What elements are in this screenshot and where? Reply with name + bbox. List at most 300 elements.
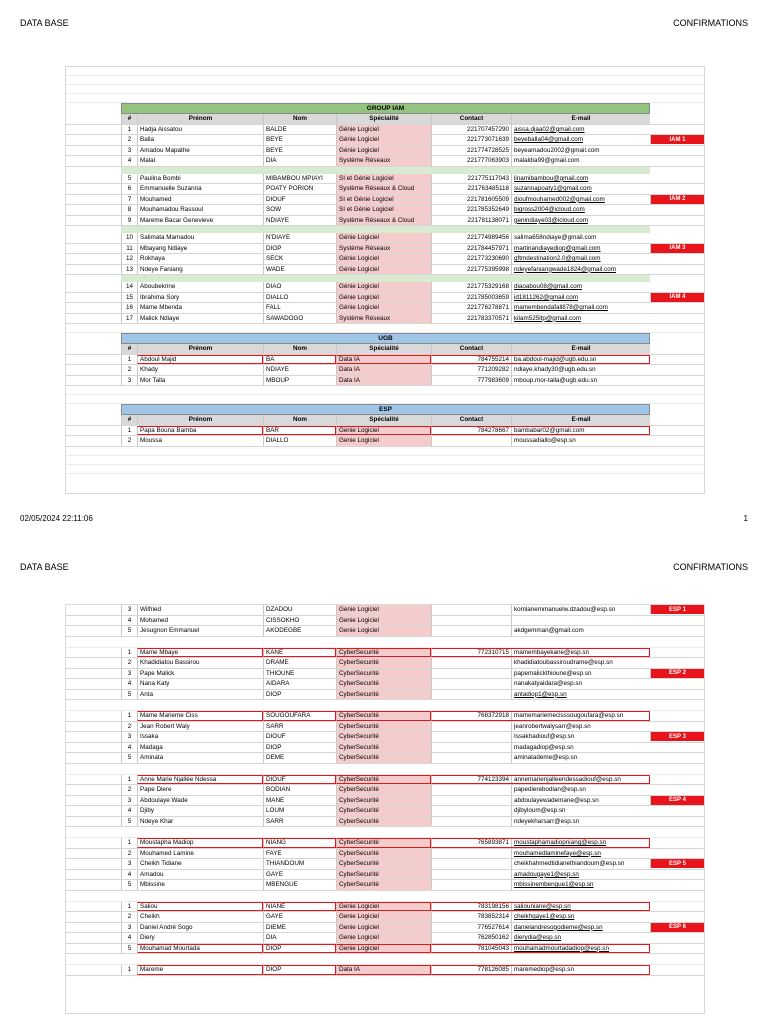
table-row [66, 806, 704, 817]
cell-nom: DIA [263, 933, 336, 943]
cell-email[interactable]: ndeyefaniangwade1824@gmail.com [511, 265, 650, 275]
col-header-nom: Nom [263, 415, 336, 425]
cell-contact [431, 753, 511, 763]
cell-email[interactable]: linamibambou@gmail.com [511, 174, 650, 184]
cell-contact: 783852314 [431, 912, 511, 922]
cell-prenom: Jean Robert Waly [137, 722, 263, 732]
cell-nom: SAWADOGO [263, 314, 336, 324]
cell-nom: DIALLO [263, 436, 336, 446]
cell-contact [431, 658, 511, 668]
cell-num: 2 [121, 436, 137, 446]
table-row [66, 184, 704, 195]
cell-nom: DIOUF [263, 195, 336, 205]
cell-nom: DIA [263, 156, 336, 166]
cell-nom: SECK [263, 254, 336, 264]
col-header-num: # [121, 344, 137, 354]
cell-contact: 221773071639 [431, 135, 511, 145]
table-row [66, 711, 704, 722]
col-header-email: E-mail [511, 415, 650, 425]
cell-contact: 762850162 [431, 933, 511, 943]
cell-email[interactable]: malaldia99@gmail.com [511, 156, 650, 166]
group-tag-badge: IAM 3 [650, 244, 704, 253]
cell-prenom: Mareme [137, 965, 263, 975]
table-row [66, 293, 704, 304]
cell-nom: DIOP [263, 965, 336, 975]
cell-nom: GAYE [263, 912, 336, 922]
table-row [66, 195, 704, 206]
cell-num: 1 [121, 355, 137, 365]
cell-num: 13 [121, 265, 137, 275]
cell-specialite: Data IA [336, 365, 431, 375]
cell-num: 1 [121, 902, 137, 912]
cell-nom: NIANE [263, 902, 336, 912]
cell-specialite: CyberSecurité [336, 817, 431, 827]
cell-specialite: SI et Génie Logiciel [336, 174, 431, 184]
table-row [66, 838, 704, 849]
page1-header-left: DATA BASE [20, 18, 69, 28]
cell-nom: KANE [263, 648, 336, 658]
cell-nom: NDIAYE [263, 365, 336, 375]
cell-email[interactable]: papemalickthioune@esp.sn [511, 669, 650, 679]
col-header-prenom: Prénom [137, 344, 263, 354]
cell-prenom: Ndeye Khar [137, 817, 263, 827]
cell-specialite: Genie Logiciel [336, 944, 431, 954]
cell-nom: DIOP [263, 690, 336, 700]
cell-num: 1 [121, 711, 137, 721]
cell-prenom: Mouhamed [137, 195, 263, 205]
cell-specialite: CyberSecurité [336, 711, 431, 721]
cell-num: 7 [121, 195, 137, 205]
page1-footer-timestamp: 02/05/2024 22:11:06 [20, 514, 93, 523]
cell-num: 3 [121, 859, 137, 869]
cell-specialite: CyberSecurité [336, 743, 431, 753]
cell-nom: THIOUNE [263, 669, 336, 679]
cell-email[interactable]: nanakatyaidara@esp.sn [511, 679, 650, 689]
cell-prenom: Nana Katy [137, 679, 263, 689]
cell-num: 5 [121, 626, 137, 636]
block-separator [66, 637, 704, 648]
cell-prenom: Aboubekrine [137, 282, 263, 292]
cell-specialite: Génie Logiciel [336, 146, 431, 156]
cell-specialite: CyberSecurité [336, 690, 431, 700]
cell-prenom: Mareme Bacar Genevieve [137, 216, 263, 226]
cell-email[interactable]: suzannapoaty1@gmail.com [511, 184, 650, 194]
group-tag-badge: ESP 5 [650, 859, 704, 868]
cell-prenom: Abdoul Majid [137, 355, 263, 365]
cell-contact: 221777063903 [431, 156, 511, 166]
cell-num: 5 [121, 690, 137, 700]
cell-nom: THIANDOUM [263, 859, 336, 869]
cell-email[interactable] [511, 616, 650, 626]
cell-num: 9 [121, 216, 137, 226]
cell-num: 3 [121, 376, 137, 386]
sheet-page-2 [65, 604, 705, 1014]
cell-email[interactable]: mouhamedlaminefaye@esp.sn [511, 849, 650, 859]
group-tag-badge: IAM 4 [650, 293, 704, 302]
cell-contact: 221773230690 [431, 254, 511, 264]
cell-email[interactable]: papedierebodian@esp.sn [511, 785, 650, 795]
col-header-email: E-mail [511, 344, 650, 354]
table-row [66, 965, 704, 976]
cell-contact: 221775329168 [431, 282, 511, 292]
cell-num: 5 [121, 753, 137, 763]
cell-email[interactable]: cheikhahmedtidianethiandoum@esp.sn [511, 859, 650, 869]
cell-specialite: Génie Logiciel [336, 303, 431, 313]
cell-email[interactable]: moustaphamadiopniang@esp.sn [511, 838, 650, 848]
table-row [66, 817, 704, 828]
block-separator [66, 827, 704, 838]
col-header-specialite: Spécialité [336, 344, 431, 354]
cell-specialite: CyberSecurité [336, 669, 431, 679]
cell-prenom: Jesugnon Emmanuel [137, 626, 263, 636]
cell-nom: DZADOU [263, 605, 336, 615]
cell-specialite: CyberSecurité [336, 648, 431, 658]
cell-prenom: Hadja Aissatou [137, 125, 263, 135]
cell-num: 4 [121, 870, 137, 880]
table-row [66, 146, 704, 157]
cell-prenom: Madaga [137, 743, 263, 753]
cell-contact: 765893871 [431, 838, 511, 848]
cell-specialite: CyberSecurité [336, 796, 431, 806]
cell-prenom: Pape Diere [137, 785, 263, 795]
cell-prenom: Anta [137, 690, 263, 700]
cell-num: 2 [121, 849, 137, 859]
ugb-title: UGB [121, 333, 650, 344]
cell-email[interactable]: akdgemman@gmail.com [511, 626, 650, 636]
cell-num: 2 [121, 912, 137, 922]
cell-email[interactable]: mamemariemecisssougoufara@esp.sn [511, 711, 650, 721]
cell-email[interactable]: ba.abdoul-majid@ugb.edu.sn [511, 355, 650, 365]
table-row [66, 244, 704, 255]
cell-nom: DIAO [263, 282, 336, 292]
sheet-content-2 [66, 605, 704, 976]
cell-contact: 221784457971 [431, 244, 511, 254]
group-tag-badge: IAM 2 [650, 195, 704, 204]
cell-email[interactable]: mouhamadmourtadadiop@esp.sn [511, 944, 650, 954]
cell-email[interactable]: gftmdestination2.0@gmail.com [511, 254, 650, 264]
cell-prenom: Anne Marie Njallée Ndessa [137, 775, 263, 785]
table-row [66, 775, 704, 786]
cell-contact: 776527614 [431, 923, 511, 933]
table-row [66, 923, 704, 934]
cell-email[interactable]: beyeamadou2002@gmail.com [511, 146, 650, 156]
cell-nom: WADE [263, 265, 336, 275]
cell-prenom: Mame Mbaye [137, 648, 263, 658]
col-header-num: # [121, 114, 137, 124]
col-header-specialite: Spécialité [336, 114, 431, 124]
table-row [66, 626, 704, 637]
table-row [66, 616, 704, 627]
table-row [66, 753, 704, 764]
cell-contact: 783198156 [431, 902, 511, 912]
cell-email[interactable]: ndeyekharsarr@esp.sn [511, 817, 650, 827]
cell-email[interactable]: jeanrobertwalysarr@esp.sn [511, 722, 650, 732]
cell-specialite: Génie Logiciel [336, 265, 431, 275]
cell-nom: SOW [263, 205, 336, 215]
cell-prenom: Cheikh [137, 912, 263, 922]
cell-email[interactable]: khadidiatoubassiroudrame@esp.sn [511, 658, 650, 668]
cell-specialite: CyberSecurité [336, 806, 431, 816]
cell-email[interactable]: mboup.mor-talla@ugb.edu.sn [511, 376, 650, 386]
cell-email[interactable]: antadiop1@esp.sn [511, 690, 650, 700]
cell-contact [431, 669, 511, 679]
table-row [66, 648, 704, 659]
cell-num: 5 [121, 817, 137, 827]
cell-email[interactable]: ndiaye.khady30@ugb.edu.sn [511, 365, 650, 375]
column-header-row [66, 344, 704, 355]
cell-email[interactable]: beyeballa04@gmail.com [511, 135, 650, 145]
cell-specialite: CyberSecurité [336, 732, 431, 742]
cell-email[interactable]: cheikhgaye1@esp.sn [511, 912, 650, 922]
col-header-prenom: Prénom [137, 415, 263, 425]
cell-nom: POATY PORION [263, 184, 336, 194]
col-header-contact: Contact [431, 344, 511, 354]
cell-num: 17 [121, 314, 137, 324]
cell-contact: 221781138071 [431, 216, 511, 226]
column-header-row [66, 114, 704, 125]
cell-num: 2 [121, 135, 137, 145]
cell-num: 1 [121, 965, 137, 975]
cell-num: 12 [121, 254, 137, 264]
cell-specialite: Genie Logiciel [336, 605, 431, 615]
table-row [66, 944, 704, 955]
cell-num: 3 [121, 923, 137, 933]
table-row [66, 376, 704, 387]
cell-contact [431, 436, 511, 446]
cell-email[interactable]: moussadiallo@esp.sn [511, 436, 650, 446]
table-row [66, 355, 704, 366]
cell-email[interactable]: dierydia@esp.sn [511, 933, 650, 943]
cell-email[interactable]: bigross2004@icloud.com [511, 205, 650, 215]
cell-contact [431, 626, 511, 636]
cell-specialite: Data IA [336, 376, 431, 386]
cell-num: 2 [121, 658, 137, 668]
cell-email[interactable]: aissa.djaa02@gmail.com [511, 125, 650, 135]
cell-contact [431, 743, 511, 753]
cell-specialite: Genie Logiciel [336, 902, 431, 912]
cell-email[interactable]: djibyloum@esp.sn [511, 806, 650, 816]
cell-contact [431, 849, 511, 859]
cell-nom: BEYE [263, 146, 336, 156]
cell-num: 6 [121, 184, 137, 194]
cell-nom: DRAME [263, 658, 336, 668]
cell-specialite: Génie Logiciel [336, 254, 431, 264]
table-row [66, 174, 704, 185]
sheet-content-1 [66, 67, 704, 474]
cell-email[interactable]: id1811262@gmail.com [511, 293, 650, 303]
cell-specialite: Genie Logiciel [336, 923, 431, 933]
cell-nom: LOUM [263, 806, 336, 816]
cell-email[interactable]: salima658ndiaye@gmail.com [511, 233, 650, 243]
cell-nom: SARR [263, 722, 336, 732]
group-tag-badge: ESP 2 [650, 669, 704, 678]
cell-specialite: Système Réseaux [336, 156, 431, 166]
cell-nom: AIDARA [263, 679, 336, 689]
table-row [66, 365, 704, 376]
cell-num: 11 [121, 244, 137, 254]
cell-nom: NDIAYE [263, 216, 336, 226]
cell-email[interactable]: aminatademe@esp.sn [511, 753, 650, 763]
cell-nom: BALDE [263, 125, 336, 135]
cell-contact: 221785352649 [431, 205, 511, 215]
cell-contact [431, 796, 511, 806]
cell-nom: BA [263, 355, 336, 365]
cell-contact [431, 806, 511, 816]
table-row [66, 880, 704, 891]
cell-num: 1 [121, 426, 137, 436]
cell-num: 2 [121, 722, 137, 732]
cell-nom: BODIAN [263, 785, 336, 795]
cell-email[interactable]: madagadiop@esp.sn [511, 743, 650, 753]
cell-specialite: Data IA [336, 355, 431, 365]
block-separator [66, 226, 704, 233]
cell-contact: 221783370571 [431, 314, 511, 324]
cell-num: 14 [121, 282, 137, 292]
table-row [66, 605, 704, 616]
cell-email[interactable]: dioufmouhamed002@gmail.com [511, 195, 650, 205]
cell-specialite: CyberSecurité [336, 785, 431, 795]
cell-prenom: Salimata Mamadou [137, 233, 263, 243]
cell-email[interactable]: martinandiayediop@gmail.com [511, 244, 650, 254]
cell-prenom: Moussa [137, 436, 263, 446]
cell-nom: AKODEGBE [263, 626, 336, 636]
group-iam-title-row [66, 103, 704, 114]
cell-contact: 221707457290 [431, 125, 511, 135]
cell-specialite: CyberSecurité [336, 880, 431, 890]
table-row [66, 233, 704, 244]
cell-contact: 777983609 [431, 376, 511, 386]
cell-contact: 221781605509 [431, 195, 511, 205]
table-row [66, 785, 704, 796]
cell-num: 1 [121, 838, 137, 848]
cell-prenom: Issaka [137, 732, 263, 742]
cell-email[interactable]: abdoulayewademane@esp.sn [511, 796, 650, 806]
cell-specialite: SI et Génie Logiciel [336, 195, 431, 205]
cell-contact [431, 605, 511, 615]
cell-nom: DIOP [263, 944, 336, 954]
cell-email[interactable]: diaoabou08@gmail.com [511, 282, 650, 292]
cell-specialite: Génie Logiciel [336, 282, 431, 292]
cell-email[interactable]: genindiaye03@icloud.com [511, 216, 650, 226]
cell-nom: GAYE [263, 870, 336, 880]
cell-specialite: Système Réseaux & Cloud [336, 216, 431, 226]
cell-prenom: Rokhaya [137, 254, 263, 264]
cell-prenom: Amadou Mapathe [137, 146, 263, 156]
cell-email[interactable]: mbissinembengue1@esp.sn [511, 880, 650, 890]
cell-num: 4 [121, 743, 137, 753]
col-header-prenom: Prénom [137, 114, 263, 124]
cell-nom: CISSOKHO [263, 616, 336, 626]
cell-num: 5 [121, 880, 137, 890]
cell-contact [431, 817, 511, 827]
cell-email[interactable]: maremediop@esp.sn [511, 965, 650, 975]
cell-prenom: Malick Ndiaye [137, 314, 263, 324]
cell-email[interactable]: saliouniane@esp.sn [511, 902, 650, 912]
cell-email[interactable]: danielandresogodieme@esp.sn [511, 923, 650, 933]
cell-num: 3 [121, 669, 137, 679]
cell-num: 2 [121, 785, 137, 795]
cell-email[interactable]: komlanemmanuelw.dzadou@esp.sn [511, 605, 650, 615]
table-row [66, 254, 704, 265]
block-separator [66, 954, 704, 965]
block-separator [66, 764, 704, 775]
cell-contact [431, 859, 511, 869]
cell-specialite: CyberSecurité [336, 859, 431, 869]
cell-nom: SARR [263, 817, 336, 827]
page2-header-right: CONFIRMATIONS [673, 562, 748, 572]
group-tag-badge: ESP 4 [650, 796, 704, 805]
ugb-title-row [66, 333, 704, 344]
cell-nom: FALL [263, 303, 336, 313]
cell-prenom: Balla [137, 135, 263, 145]
cell-contact: 778126085 [431, 965, 511, 975]
cell-contact [431, 870, 511, 880]
cell-specialite: Génie Logiciel [336, 233, 431, 243]
cell-nom: BAR [263, 426, 336, 436]
cell-prenom: Mohamed [137, 616, 263, 626]
cell-prenom: Diery [137, 933, 263, 943]
group-tag-badge: ESP 6 [650, 923, 704, 932]
cell-prenom: Khady [137, 365, 263, 375]
cell-specialite: Genie Logiciel [336, 912, 431, 922]
cell-prenom: Saliou [137, 902, 263, 912]
cell-prenom: Mame Mbenda [137, 303, 263, 313]
cell-contact: 768372918 [431, 711, 511, 721]
table-row [66, 933, 704, 944]
group-tag-badge: ESP 1 [650, 605, 704, 614]
table-row [66, 743, 704, 754]
cell-prenom: Malal [137, 156, 263, 166]
cell-email[interactable]: Issakhadiouf@esp.sn [511, 732, 650, 742]
cell-nom: MBOUP [263, 376, 336, 386]
cell-email[interactable]: amadougaye1@esp.sn [511, 870, 650, 880]
cell-contact: 221785003659 [431, 293, 511, 303]
cell-contact: 221775395998 [431, 265, 511, 275]
cell-num: 3 [121, 796, 137, 806]
col-header-nom: Nom [263, 344, 336, 354]
table-row [66, 314, 704, 325]
cell-email[interactable]: annemarienjalleendessadiouf@esp.sn [511, 775, 650, 785]
cell-prenom: Papa Bouna Bamba [137, 426, 263, 436]
cell-specialite: Genie Logiciel [336, 616, 431, 626]
cell-contact: 771209282 [431, 365, 511, 375]
table-row [66, 265, 704, 276]
cell-specialite: CyberSecurité [336, 775, 431, 785]
table-row [66, 849, 704, 860]
cell-nom: NIANG [263, 838, 336, 848]
block-separator [66, 275, 704, 282]
table-row [66, 282, 704, 293]
table-row [66, 859, 704, 870]
cell-email[interactable]: kilam525ltp@gmail.com [511, 314, 650, 324]
cell-specialite: CyberSecurité [336, 679, 431, 689]
column-header-row [66, 415, 704, 426]
cell-num: 1 [121, 125, 137, 135]
cell-specialite: CyberSecurité [336, 870, 431, 880]
cell-nom: DIOP [263, 743, 336, 753]
table-row [66, 216, 704, 227]
cell-contact: 221775117043 [431, 174, 511, 184]
cell-email[interactable]: mamembendafall878@gmail.com [511, 303, 650, 313]
cell-email[interactable]: bambabar02@gmail.com [511, 426, 650, 436]
cell-prenom: Mbayang Ndiaye [137, 244, 263, 254]
cell-contact: 781045043 [431, 944, 511, 954]
cell-email[interactable]: mamembayekane@esp.sn [511, 648, 650, 658]
table-row [66, 690, 704, 701]
table-row [66, 658, 704, 669]
cell-contact [431, 880, 511, 890]
cell-contact: 774123394 [431, 775, 511, 785]
